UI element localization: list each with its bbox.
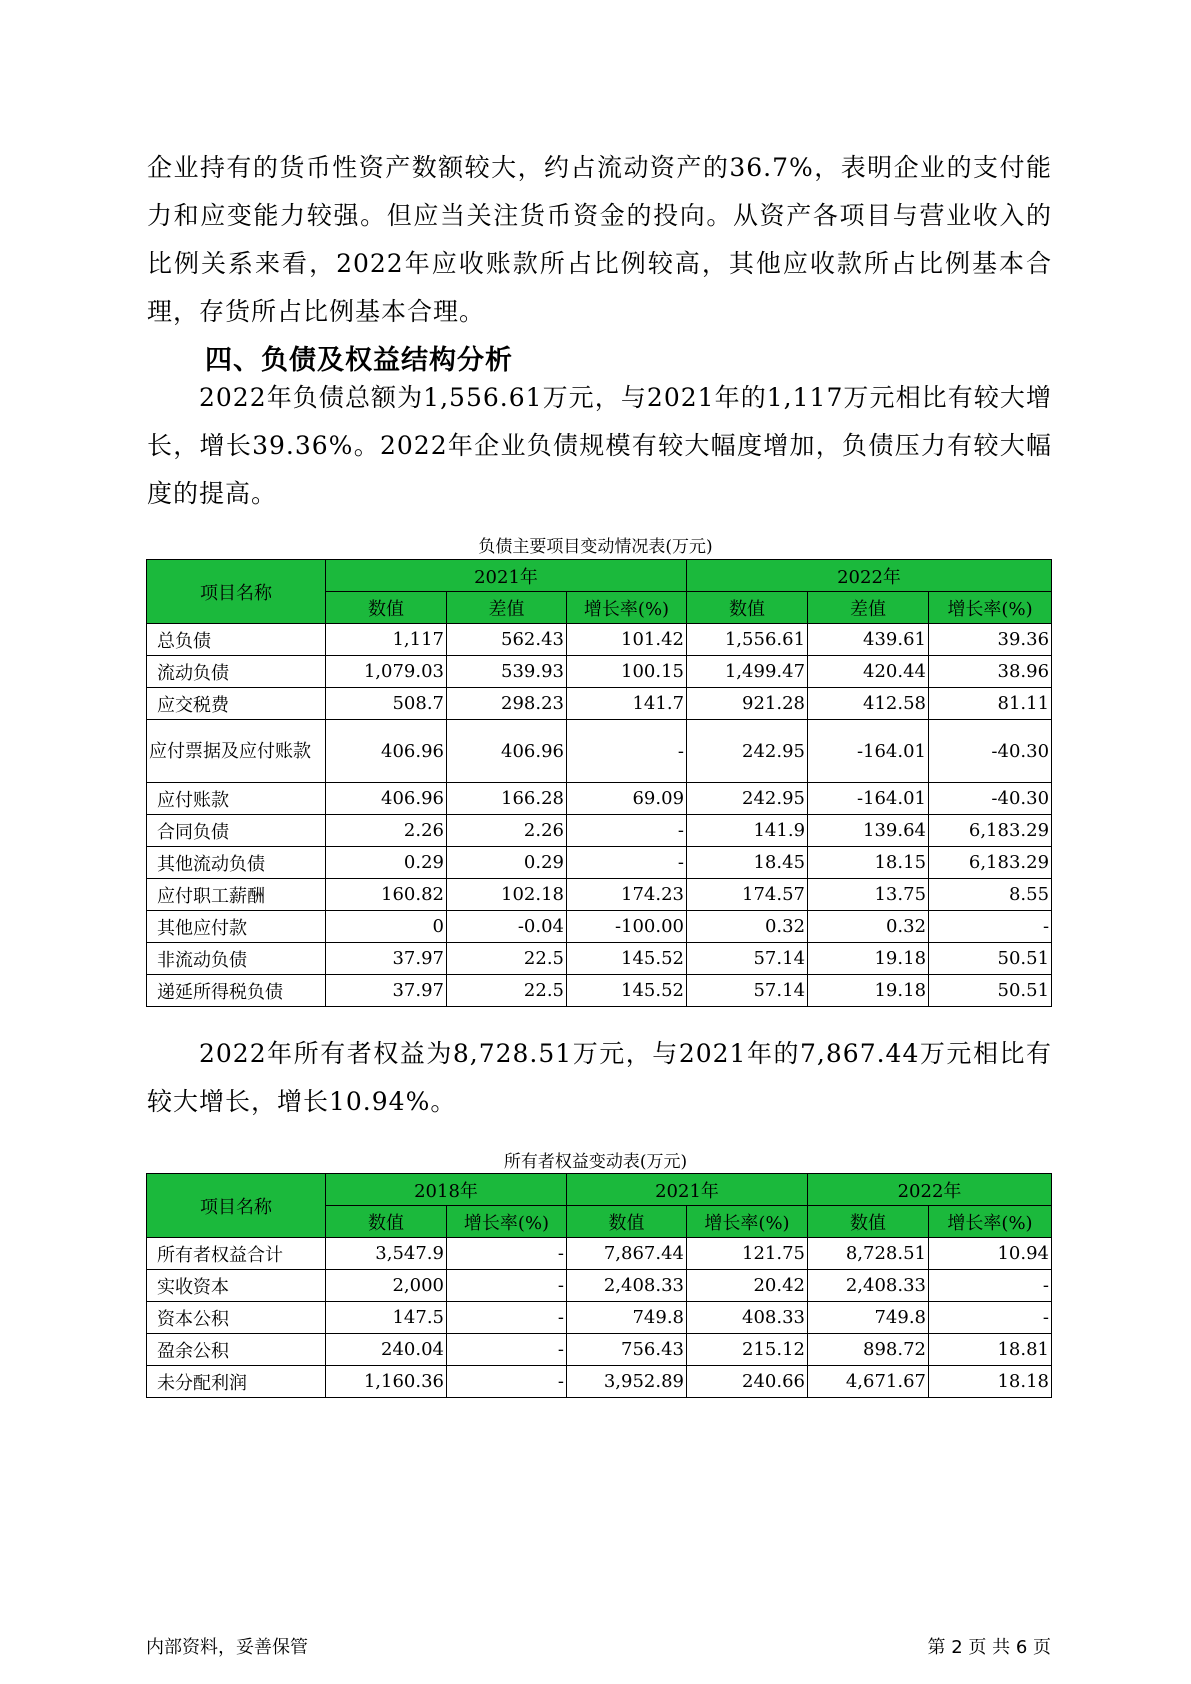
table-row <box>147 1334 1052 1366</box>
cell-value: 121.75 <box>687 1238 808 1270</box>
cell-value: 8.55 <box>929 879 1052 911</box>
row-label: 应付账款 <box>147 783 326 815</box>
cell-value: 298.23 <box>447 688 567 720</box>
cell-value: - <box>929 1302 1052 1334</box>
cell-value: 1,556.61 <box>687 624 808 656</box>
cell-value: 57.14 <box>687 943 808 975</box>
cell-value: 408.33 <box>687 1302 808 1334</box>
equity-paragraph: 2022年所有者权益为8,728.51万元，与2021年的7,867.44万元相比有较大增长，增长10.94%。 <box>147 1039 1052 1116</box>
cell-value: 6,183.29 <box>929 815 1052 847</box>
cell-value: 508.7 <box>326 688 447 720</box>
cell-value: 562.43 <box>447 624 567 656</box>
cell-value: 4,671.67 <box>808 1366 929 1398</box>
liability-paragraph: 2022年负债总额为1,556.61万元，与2021年的1,117万元相比有较大增长，增长39.36%。2022年企业负债规模有较大幅度增加，负债压力有较大幅度的提高。 <box>147 383 1052 508</box>
row-label: 递延所得税负债 <box>147 975 326 1007</box>
row-label: 未分配利润 <box>147 1366 326 1398</box>
year-header: 2022年 <box>808 1174 1052 1206</box>
cell-value: 749.8 <box>567 1302 687 1334</box>
cell-value: 13.75 <box>808 879 929 911</box>
row-label: 流动负债 <box>147 656 326 688</box>
cell-value: 39.36 <box>929 624 1052 656</box>
year-header: 2022年 <box>687 560 1052 592</box>
table-row <box>147 847 1052 879</box>
cell-value: - <box>567 720 687 783</box>
cell-value: 37.97 <box>326 975 447 1007</box>
cell-value: 50.51 <box>929 943 1052 975</box>
row-label: 总负债 <box>147 624 326 656</box>
cell-value: -40.30 <box>929 783 1052 815</box>
cell-value: 174.57 <box>687 879 808 911</box>
cell-value: 898.72 <box>808 1334 929 1366</box>
cell-value: 139.64 <box>808 815 929 847</box>
year-header: 2021年 <box>326 560 687 592</box>
cell-value: 22.5 <box>447 975 567 1007</box>
row-label: 其他流动负债 <box>147 847 326 879</box>
cell-value: 420.44 <box>808 656 929 688</box>
table-row <box>147 943 1052 975</box>
cell-value: 18.15 <box>808 847 929 879</box>
row-label: 应交税费 <box>147 688 326 720</box>
cell-value: 0.29 <box>326 847 447 879</box>
cell-value: 160.82 <box>326 879 447 911</box>
year-header: 2018年 <box>326 1174 567 1206</box>
liability-table-caption: 负债主要项目变动情况表(万元) <box>478 537 713 557</box>
cell-value: 3,547.9 <box>326 1238 447 1270</box>
cell-value: -0.04 <box>447 911 567 943</box>
subheader: 增长率(%) <box>929 1206 1052 1238</box>
cell-value: 101.42 <box>567 624 687 656</box>
cell-value: - <box>447 1238 567 1270</box>
subheader: 增长率(%) <box>567 592 687 624</box>
liability-table <box>146 559 1052 1007</box>
row-label: 合同负债 <box>147 815 326 847</box>
cell-value: 3,952.89 <box>567 1366 687 1398</box>
subheader: 数值 <box>567 1206 687 1238</box>
subheader: 数值 <box>326 1206 447 1238</box>
row-label: 应付职工薪酬 <box>147 879 326 911</box>
cell-value: 18.18 <box>929 1366 1052 1398</box>
table-row <box>147 1238 1052 1270</box>
table-row <box>147 720 1052 783</box>
table-row <box>147 783 1052 815</box>
cell-value: - <box>447 1334 567 1366</box>
section-heading: 四、负债及权益结构分析 <box>205 345 513 376</box>
cell-value: - <box>447 1302 567 1334</box>
cell-value: 2,408.33 <box>567 1270 687 1302</box>
cell-value: 102.18 <box>447 879 567 911</box>
cell-value: 756.43 <box>567 1334 687 1366</box>
row-label: 所有者权益合计 <box>147 1238 326 1270</box>
equity-table <box>146 1173 1052 1398</box>
row-label: 资本公积 <box>147 1302 326 1334</box>
cell-value: 2,000 <box>326 1270 447 1302</box>
row-label: 实收资本 <box>147 1270 326 1302</box>
cell-value: 2,408.33 <box>808 1270 929 1302</box>
cell-value: 50.51 <box>929 975 1052 1007</box>
cell-value: 1,079.03 <box>326 656 447 688</box>
cell-value: 539.93 <box>447 656 567 688</box>
cell-value: 242.95 <box>687 783 808 815</box>
table-row <box>147 1366 1052 1398</box>
subheader: 增长率(%) <box>447 1206 567 1238</box>
cell-value: 69.09 <box>567 783 687 815</box>
cell-value: 20.42 <box>687 1270 808 1302</box>
subheader: 数值 <box>326 592 447 624</box>
table-row <box>147 911 1052 943</box>
cell-value: 921.28 <box>687 688 808 720</box>
equity-table-caption: 所有者权益变动表(万元) <box>503 1152 688 1172</box>
table-row <box>147 879 1052 911</box>
cell-value: 215.12 <box>687 1334 808 1366</box>
table-row <box>147 656 1052 688</box>
footer-confidential-note: 内部资料，妥善保管 <box>146 1637 308 1658</box>
subheader: 数值 <box>687 592 808 624</box>
cell-value: 0.32 <box>808 911 929 943</box>
cell-value: 19.18 <box>808 943 929 975</box>
row-label: 其他应付款 <box>147 911 326 943</box>
cell-value: 19.18 <box>808 975 929 1007</box>
cell-value: - <box>447 1366 567 1398</box>
cell-value: 7,867.44 <box>567 1238 687 1270</box>
cell-value: 18.45 <box>687 847 808 879</box>
subheader: 差值 <box>808 592 929 624</box>
cell-value: - <box>567 815 687 847</box>
cell-value: 38.96 <box>929 656 1052 688</box>
cell-value: 240.66 <box>687 1366 808 1398</box>
cell-value: 406.96 <box>326 783 447 815</box>
cell-value: 166.28 <box>447 783 567 815</box>
cell-value: 10.94 <box>929 1238 1052 1270</box>
cell-value: -164.01 <box>808 720 929 783</box>
cell-value: 100.15 <box>567 656 687 688</box>
row-label: 盈余公积 <box>147 1334 326 1366</box>
subheader: 差值 <box>447 592 567 624</box>
cell-value: -164.01 <box>808 783 929 815</box>
cell-value: - <box>567 847 687 879</box>
cell-value: 8,728.51 <box>808 1238 929 1270</box>
cell-value: 1,499.47 <box>687 656 808 688</box>
cell-value: 37.97 <box>326 943 447 975</box>
cell-value: 0.32 <box>687 911 808 943</box>
cell-value: 1,160.36 <box>326 1366 447 1398</box>
cell-value: 242.95 <box>687 720 808 783</box>
subheader: 增长率(%) <box>687 1206 808 1238</box>
cell-value: - <box>447 1270 567 1302</box>
cell-value: 2.26 <box>326 815 447 847</box>
cell-value: - <box>929 1270 1052 1302</box>
table-row <box>147 1302 1052 1334</box>
cell-value: 412.58 <box>808 688 929 720</box>
footer-page-number: 第 2 页 共 6 页 <box>927 1637 1051 1658</box>
cell-value: -100.00 <box>567 911 687 943</box>
row-label: 应付票据及应付账款 <box>147 720 326 783</box>
cell-value: 141.9 <box>687 815 808 847</box>
cell-value: 147.5 <box>326 1302 447 1334</box>
cell-value: 240.04 <box>326 1334 447 1366</box>
item-name-header: 项目名称 <box>147 1174 326 1238</box>
cell-value: 57.14 <box>687 975 808 1007</box>
cell-value: 145.52 <box>567 943 687 975</box>
cell-value: 0.29 <box>447 847 567 879</box>
table-row <box>147 815 1052 847</box>
year-header: 2021年 <box>567 1174 808 1206</box>
table-row <box>147 688 1052 720</box>
intro-paragraph: 企业持有的货币性资产数额较大，约占流动资产的36.7%，表明企业的支付能力和应变能力较强。但应当关注货币资金的投向。从资产各项目与营业收入的比例关系来看，2022年应收账款所占比例较高，其他应收款所占比例基本合理，存货所占比例基本合理。 <box>147 153 1052 326</box>
cell-value: 406.96 <box>326 720 447 783</box>
cell-value: - <box>929 911 1052 943</box>
cell-value: 2.26 <box>447 815 567 847</box>
cell-value: 6,183.29 <box>929 847 1052 879</box>
cell-value: 141.7 <box>567 688 687 720</box>
cell-value: 22.5 <box>447 943 567 975</box>
item-name-header: 项目名称 <box>147 560 326 624</box>
table-row <box>147 624 1052 656</box>
subheader: 数值 <box>808 1206 929 1238</box>
cell-value: 749.8 <box>808 1302 929 1334</box>
table-row <box>147 1270 1052 1302</box>
cell-value: 18.81 <box>929 1334 1052 1366</box>
subheader: 增长率(%) <box>929 592 1052 624</box>
cell-value: 174.23 <box>567 879 687 911</box>
cell-value: 406.96 <box>447 720 567 783</box>
cell-value: 1,117 <box>326 624 447 656</box>
cell-value: 0 <box>326 911 447 943</box>
table-row <box>147 975 1052 1007</box>
cell-value: 439.61 <box>808 624 929 656</box>
cell-value: -40.30 <box>929 720 1052 783</box>
row-label: 非流动负债 <box>147 943 326 975</box>
cell-value: 81.11 <box>929 688 1052 720</box>
cell-value: 145.52 <box>567 975 687 1007</box>
